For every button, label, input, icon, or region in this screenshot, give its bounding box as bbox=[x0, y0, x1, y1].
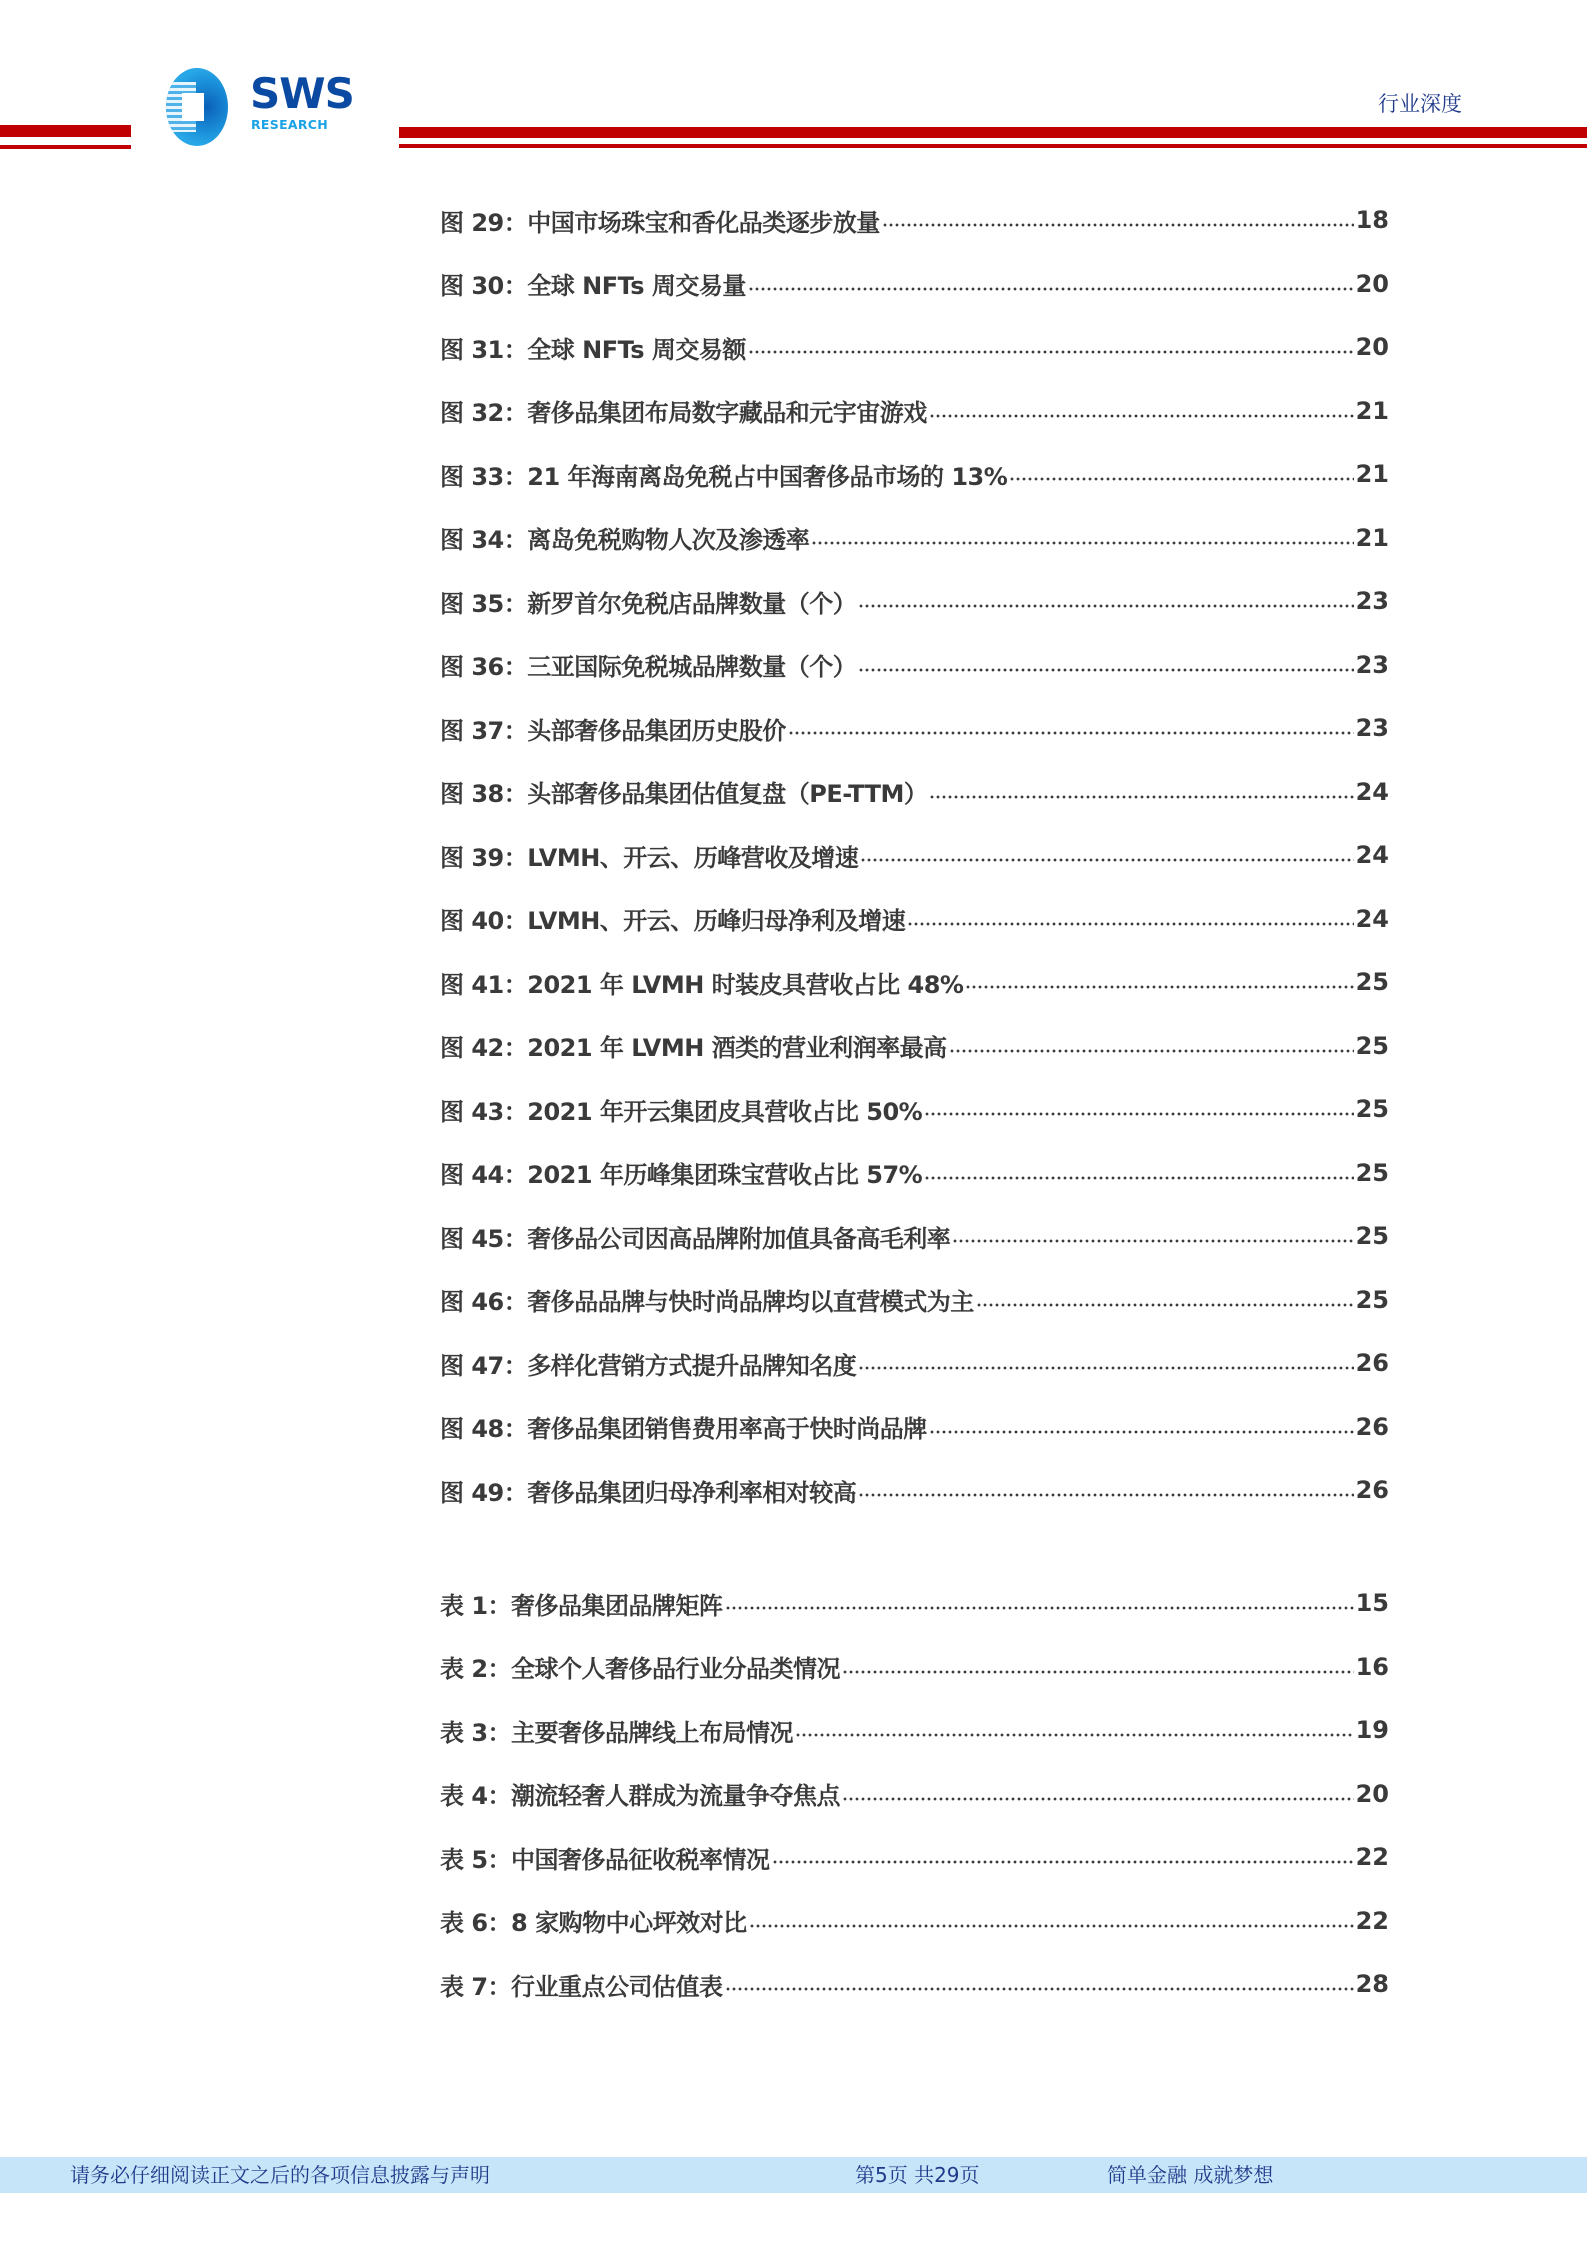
toc-entry-page-number: 28 bbox=[1355, 1970, 1389, 1998]
dot-leader bbox=[858, 1364, 1353, 1372]
header-rule-left-thick bbox=[0, 125, 131, 137]
table-toc-entry[interactable] bbox=[440, 1777, 1389, 1811]
figure-toc-entry[interactable] bbox=[440, 394, 1389, 428]
logo-subtitle: RESEARCH bbox=[251, 117, 329, 132]
toc-entry-page-number: 23 bbox=[1355, 714, 1389, 742]
toc-entry-page-number: 24 bbox=[1355, 904, 1389, 933]
figure-toc-entry[interactable] bbox=[440, 1473, 1389, 1507]
page-footer bbox=[0, 2157, 1587, 2193]
figure-toc-entry[interactable] bbox=[440, 1156, 1389, 1190]
toc-entry-page-number: 25 bbox=[1355, 1158, 1389, 1187]
toc-entry-page-number: 21 bbox=[1355, 460, 1389, 488]
document-type-label: 行业深度 bbox=[1378, 92, 1462, 116]
toc-entry-page-number: 26 bbox=[1355, 1412, 1389, 1441]
toc-entry-title: 图 33：21 年海南离岛免税占中国奢侈品市场的 13% bbox=[440, 462, 1008, 491]
dot-leader bbox=[842, 1668, 1354, 1676]
toc-entry-page-number: 20 bbox=[1355, 333, 1389, 361]
dot-leader bbox=[842, 1795, 1354, 1803]
toc-entry-page-number: 22 bbox=[1355, 1843, 1389, 1871]
toc-entry-page-number: 25 bbox=[1355, 1095, 1389, 1123]
toc-entry-title: 表 4：潮流轻奢人群成为流量争夺焦点 bbox=[440, 1782, 841, 1810]
figure-toc-entry[interactable] bbox=[440, 457, 1389, 491]
dot-leader bbox=[748, 285, 1354, 293]
slogan: 简单金融 成就梦想 bbox=[1107, 2163, 1274, 2187]
logo-globe-icon bbox=[166, 68, 228, 146]
dot-leader bbox=[965, 983, 1353, 991]
dot-leader bbox=[976, 1301, 1354, 1309]
toc-entry-title: 图 32：奢侈品集团布局数字藏品和元宇宙游戏 bbox=[440, 399, 927, 427]
figure-toc-entry[interactable] bbox=[440, 203, 1389, 237]
toc-entry-title: 图 46：奢侈品品牌与快时尚品牌均以直营模式为主 bbox=[440, 1288, 974, 1316]
dot-leader bbox=[949, 1047, 1354, 1055]
table-toc-entry[interactable] bbox=[440, 1586, 1389, 1620]
header-rule-right-thick bbox=[399, 127, 1587, 138]
toc-entry-page-number: 19 bbox=[1355, 1716, 1389, 1744]
toc-entry-title: 图 43：2021 年开云集团皮具营收占比 50% bbox=[440, 1097, 923, 1126]
toc-entry-page-number: 21 bbox=[1355, 523, 1389, 552]
toc-entry-page-number: 23 bbox=[1355, 587, 1389, 615]
dot-leader bbox=[749, 1922, 1354, 1930]
dot-leader bbox=[858, 666, 1353, 674]
toc-entry-title: 表 7：行业重点公司估值表 bbox=[440, 1972, 723, 2001]
toc-entry-title: 图 31：全球 NFTs 周交易额 bbox=[440, 335, 746, 364]
toc-entry-title: 表 3：主要奢侈品牌线上布局情况 bbox=[440, 1718, 794, 1747]
toc-entry-title: 图 30：全球 NFTs 周交易量 bbox=[440, 272, 746, 300]
table-toc-entry[interactable] bbox=[440, 1650, 1389, 1684]
toc-entry-title: 表 1：奢侈品集团品牌矩阵 bbox=[440, 1591, 723, 1620]
dot-leader bbox=[725, 1604, 1354, 1612]
toc-entry-title: 图 37：头部奢侈品集团历史股价 bbox=[440, 716, 786, 745]
logo-wordmark: SWS bbox=[250, 69, 354, 118]
dot-leader bbox=[882, 221, 1354, 229]
figure-toc-entry[interactable] bbox=[440, 1029, 1389, 1063]
dot-leader bbox=[860, 856, 1353, 864]
toc-entry-title: 表 5：中国奢侈品征收税率情况 bbox=[440, 1845, 770, 1874]
table-toc-entry[interactable] bbox=[440, 1713, 1389, 1747]
dot-leader bbox=[924, 1174, 1353, 1182]
figure-toc-entry[interactable] bbox=[440, 1283, 1389, 1317]
toc-entry-title: 图 35：新罗首尔免税店品牌数量（个） bbox=[440, 589, 857, 618]
table-toc-entry[interactable] bbox=[440, 1840, 1389, 1874]
dot-leader bbox=[952, 1237, 1353, 1245]
toc-entry-title: 图 45：奢侈品公司因高品牌附加值具备高毛利率 bbox=[440, 1224, 951, 1253]
figure-toc-entry[interactable] bbox=[440, 584, 1389, 618]
toc-entry-page-number: 24 bbox=[1355, 841, 1389, 869]
toc-entry-page-number: 24 bbox=[1355, 777, 1389, 806]
dot-leader bbox=[858, 1491, 1353, 1499]
sws-research-logo bbox=[166, 66, 376, 148]
dot-leader bbox=[907, 920, 1353, 928]
toc-entry-title: 图 40：LVMH、开云、历峰归母净利及增速 bbox=[440, 907, 906, 935]
page-number: 第5页 共29页 bbox=[855, 2163, 980, 2187]
toc-entry-page-number: 21 bbox=[1355, 396, 1389, 425]
figure-toc-entry[interactable] bbox=[440, 1410, 1389, 1444]
toc-entry-page-number: 20 bbox=[1355, 269, 1389, 298]
toc-entry-title: 图 47：多样化营销方式提升品牌知名度 bbox=[440, 1351, 857, 1380]
header-rule-right-thin bbox=[399, 144, 1587, 148]
figure-toc-entry[interactable] bbox=[440, 965, 1389, 999]
dot-leader bbox=[929, 412, 1354, 420]
toc-entry-page-number: 25 bbox=[1355, 968, 1389, 996]
figure-toc-entry[interactable] bbox=[440, 902, 1389, 936]
toc-entry-title: 图 36：三亚国际免税城品牌数量（个） bbox=[440, 653, 857, 681]
toc-entry-page-number: 23 bbox=[1355, 650, 1389, 679]
table-toc-entry[interactable] bbox=[440, 1967, 1389, 2001]
toc-entry-title: 图 39：LVMH、开云、历峰营收及增速 bbox=[440, 843, 859, 872]
toc-entry-title: 图 42：2021 年 LVMH 酒类的营业利润率最高 bbox=[440, 1034, 947, 1062]
toc-entry-page-number: 22 bbox=[1355, 1906, 1389, 1935]
dot-leader bbox=[725, 1985, 1354, 1993]
figure-toc-entry[interactable] bbox=[440, 1092, 1389, 1126]
disclaimer-link[interactable]: 请务必仔细阅读正文之后的各项信息披露与声明 bbox=[70, 2163, 490, 2187]
dot-leader bbox=[924, 1110, 1353, 1118]
toc-entry-title: 图 29：中国市场珠宝和香化品类逐步放量 bbox=[440, 208, 880, 237]
toc-entry-page-number: 25 bbox=[1355, 1031, 1389, 1060]
dot-leader bbox=[788, 729, 1354, 737]
dot-leader bbox=[748, 348, 1354, 356]
toc-entry-title: 图 49：奢侈品集团归母净利率相对较高 bbox=[440, 1478, 857, 1507]
toc-entry-page-number: 15 bbox=[1355, 1589, 1389, 1617]
toc-entry-title: 图 38：头部奢侈品集团估值复盘（PE-TTM） bbox=[440, 780, 928, 808]
toc-entry-title: 图 34：离岛免税购物人次及渗透率 bbox=[440, 526, 810, 554]
dot-leader bbox=[929, 793, 1353, 801]
dot-leader bbox=[811, 539, 1353, 547]
figure-toc-entry[interactable] bbox=[440, 711, 1389, 745]
toc-entry-page-number: 25 bbox=[1355, 1285, 1389, 1314]
toc-entry-page-number: 16 bbox=[1355, 1652, 1389, 1681]
dot-leader bbox=[772, 1858, 1354, 1866]
header-rule-left-thin bbox=[0, 145, 131, 149]
table-toc-entry[interactable] bbox=[440, 1904, 1389, 1938]
toc-entry-page-number: 26 bbox=[1355, 1349, 1389, 1377]
figure-toc-entry[interactable] bbox=[440, 267, 1389, 301]
toc-entry-page-number: 18 bbox=[1355, 206, 1389, 234]
dot-leader bbox=[1009, 475, 1353, 483]
figure-toc-entry[interactable] bbox=[440, 521, 1389, 555]
figure-toc-entry[interactable] bbox=[440, 648, 1389, 682]
dot-leader bbox=[929, 1428, 1354, 1436]
dot-leader bbox=[858, 602, 1353, 610]
toc-entry-title: 表 2：全球个人奢侈品行业分品类情况 bbox=[440, 1655, 841, 1683]
toc-entry-title: 图 44：2021 年历峰集团珠宝营收占比 57% bbox=[440, 1161, 923, 1189]
figure-toc-entry[interactable] bbox=[440, 1346, 1389, 1380]
figure-toc-entry[interactable] bbox=[440, 1219, 1389, 1253]
figure-toc-entry[interactable] bbox=[440, 330, 1389, 364]
toc-entry-title: 图 41：2021 年 LVMH 时装皮具营收占比 48% bbox=[440, 970, 964, 999]
figure-toc-entry[interactable] bbox=[440, 775, 1389, 809]
figure-toc-entry[interactable] bbox=[440, 838, 1389, 872]
toc-entry-page-number: 25 bbox=[1355, 1222, 1389, 1250]
toc-entry-title: 图 48：奢侈品集团销售费用率高于快时尚品牌 bbox=[440, 1415, 927, 1443]
toc-entry-page-number: 20 bbox=[1355, 1779, 1389, 1808]
dot-leader bbox=[795, 1731, 1354, 1739]
toc-entry-title: 表 6：8 家购物中心坪效对比 bbox=[440, 1909, 747, 1937]
toc-entry-page-number: 26 bbox=[1355, 1476, 1389, 1504]
